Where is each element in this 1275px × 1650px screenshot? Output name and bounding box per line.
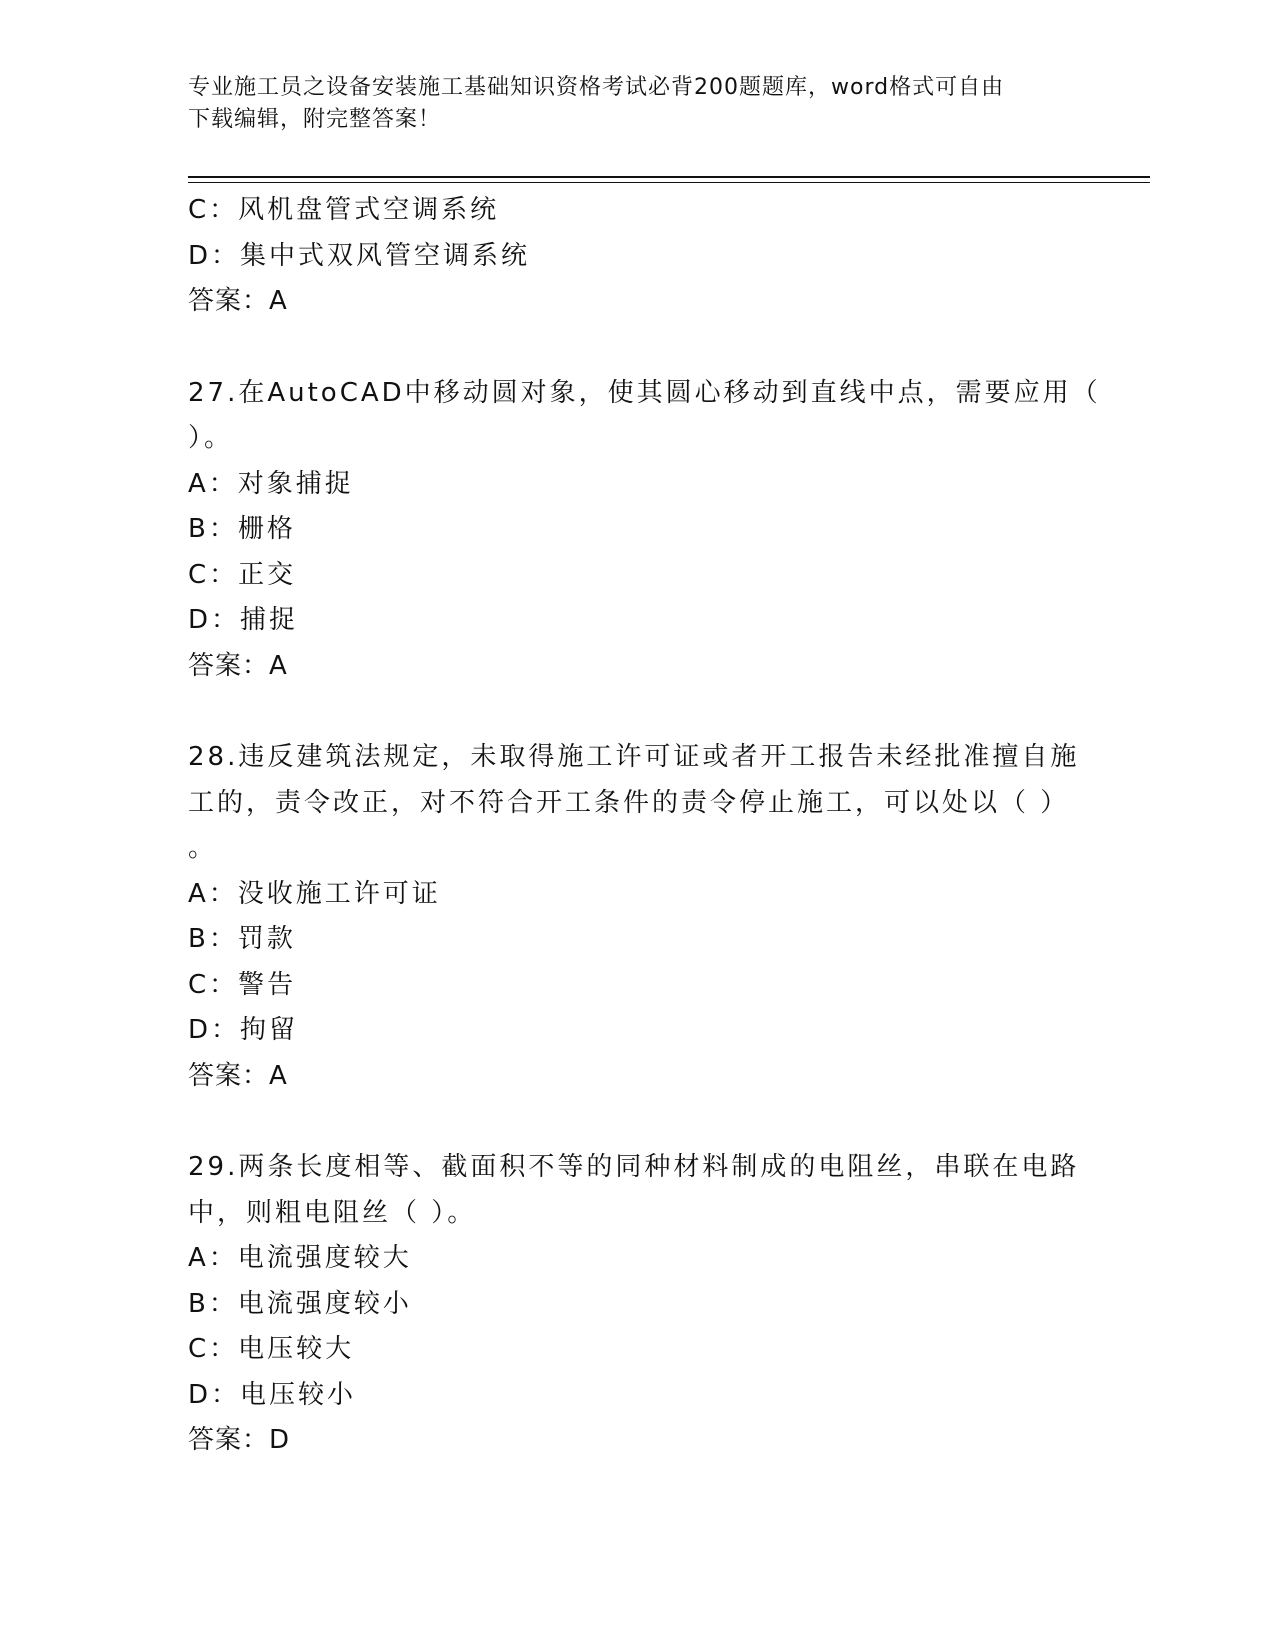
header-rule-thin: [188, 182, 1150, 183]
option-c: C：正交: [188, 559, 297, 590]
question-text-line: 工的，责令改正，对不符合开工条件的责令停止施工，可以处以（ ）: [188, 787, 1070, 818]
answer-line: [188, 1054, 1088, 1100]
option-b: B：栅格: [188, 514, 296, 544]
answer-value: A: [269, 286, 288, 316]
option-c: C：风机盘管式空调系统: [188, 195, 500, 225]
option-c: C：警告: [188, 969, 297, 1000]
question-text-line: 。: [188, 833, 218, 863]
option-a: A：没收施工许可证: [188, 878, 441, 909]
question-text-line: 29.两条长度相等、截面积不等的同种材料制成的电阻丝，串联在电路: [188, 1152, 1080, 1182]
spacer: [188, 1099, 1088, 1145]
header-rule-thick: [188, 176, 1150, 178]
answer-line: [188, 279, 1088, 325]
question-text-line: 27.在AutoCAD中移动圆对象，使其圆心移动到直线中点，需要应用（: [188, 377, 1101, 408]
option-c: C：电压较大: [188, 1334, 355, 1364]
question-text: [188, 735, 1088, 872]
answer-line: [188, 644, 1088, 690]
answer-label: 答案：: [188, 1060, 270, 1091]
question-text: [188, 1145, 1088, 1236]
document-body: [188, 188, 1101, 1464]
question-28: [188, 735, 1088, 1099]
document-header: [188, 72, 1088, 136]
answer-value: D: [269, 1425, 291, 1455]
spacer: [188, 325, 1088, 371]
question-text-line: 28.违反建筑法规定，未取得施工许可证或者开工报告未经批准擅自施: [188, 742, 1080, 772]
option-d: D：拘留: [188, 1015, 299, 1045]
option-a: A：电流强度较大: [188, 1243, 412, 1273]
answer-line: [188, 1418, 1088, 1464]
answer-value: A: [269, 1060, 288, 1091]
question-29: [188, 1145, 1088, 1464]
question-26-tail: [188, 188, 1088, 325]
answer-label: 答案：: [188, 286, 270, 316]
header-line-2: 下载编辑，附完整答案！: [188, 107, 442, 132]
header-line-1: 专业施工员之设备安装施工基础知识资格考试必背200题题库，word格式可自由: [188, 75, 1005, 100]
answer-label: 答案：: [188, 1425, 270, 1455]
option-d: D：捕捉: [188, 605, 299, 635]
answer-value: A: [269, 650, 288, 681]
answer-label: 答案：: [188, 650, 270, 681]
question-text-line: ）。: [188, 423, 234, 453]
question-27: [188, 371, 1101, 690]
question-text-line: 中，则粗电阻丝（ ）。: [188, 1197, 477, 1228]
option-d: D：电压较小: [188, 1379, 357, 1410]
spacer: [188, 689, 1088, 735]
option-a: A：对象捕捉: [188, 468, 354, 499]
option-d: D：集中式双风管空调系统: [188, 240, 531, 271]
option-b: B：电流强度较小: [188, 1288, 412, 1319]
question-text: [188, 371, 1101, 462]
option-b: B：罚款: [188, 924, 296, 954]
